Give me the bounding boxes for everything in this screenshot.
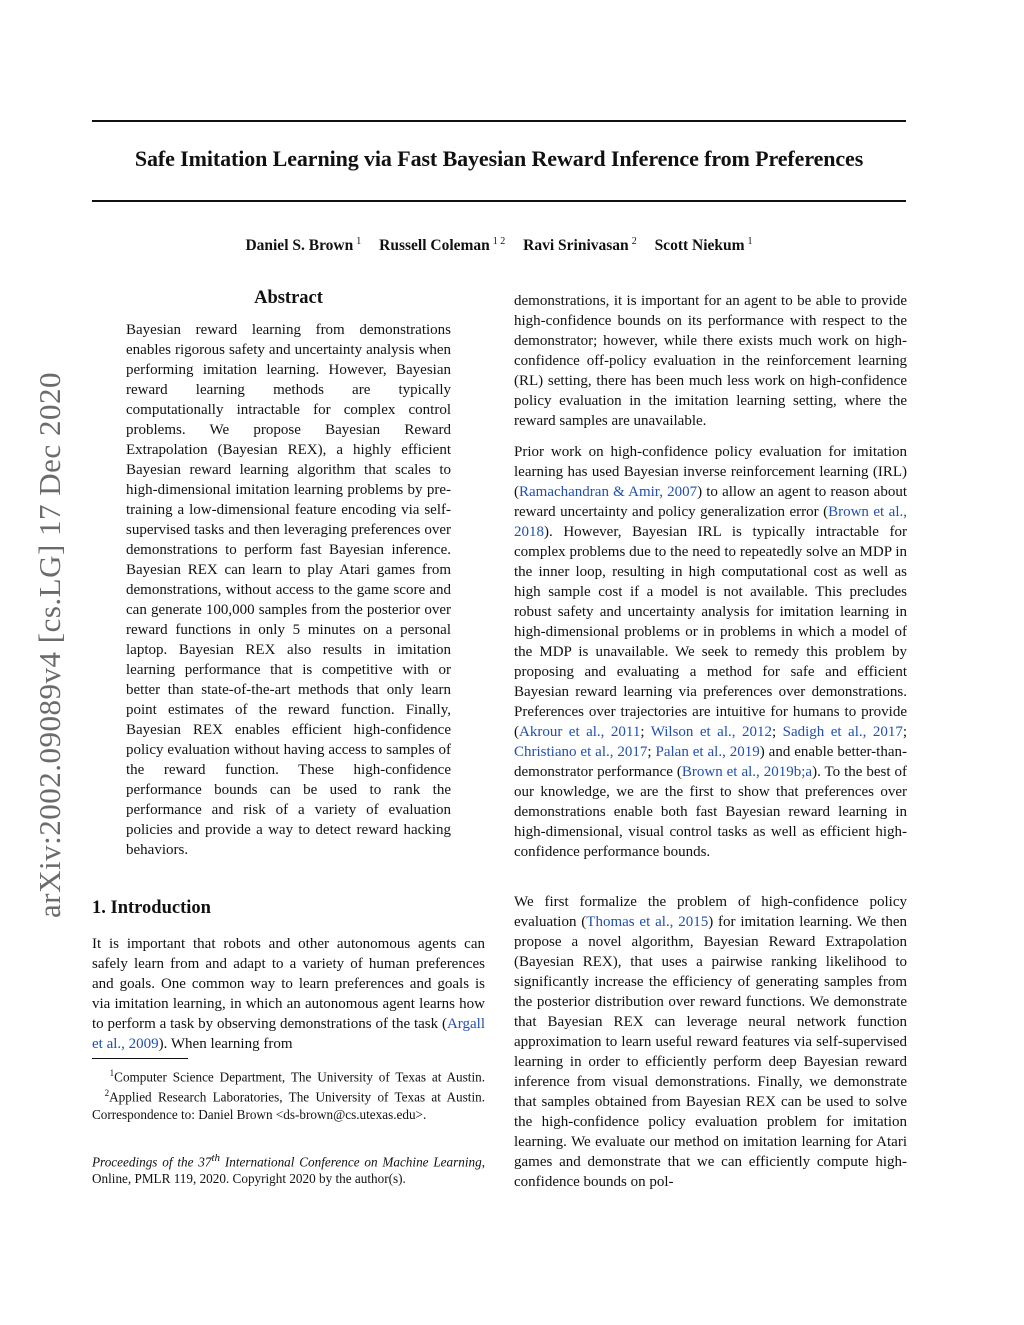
- title-rule-bottom: [92, 200, 906, 202]
- abstract-text: Bayesian reward learning from demonstrations enables rigorous safety and uncertainty analysis when performing imitation learning. However, Bayesian reward learning methods are typically computationally intractable for complex control problems. We propose Bayesian Reward Extrapolation (Bayesian REX), a highly efficient Bayesian reward learning algorithm that scales to high-dimensional imitation learning problems by pre-training a low-dimensional feature encoding via self-supervised tasks and then leveraging preferences over demonstrations to perform fast Bayesian inference. Bayesian REX can learn to play Atari games from demonstrations, without access to the game score and can generate 100,000 samples from the posterior over reward functions in only 5 minutes on a personal laptop. Bayesian REX also results in imitation learning performance that is competitive with or better than state-of-the-art methods that only learn point estimates of the reward function. Finally, Bayesian REX enables efficient high-confidence policy evaluation without having access to samples of the reward function. These high-confidence performance bounds can be used to rank the performance and risk of a variety of evaluation policies and provide a way to detect reward hacking behaviors.: [126, 322, 451, 858]
- citation-brown-2018[interactable]: Brown et al., 2018: [514, 504, 907, 540]
- author-coleman: Russell Coleman $^{1 2}$: [379, 236, 506, 255]
- citation-brown-2019[interactable]: Brown et al., 2019b;a: [681, 764, 813, 780]
- citation-palan[interactable]: Palan et al., 2019: [655, 744, 760, 760]
- citation-argall[interactable]: Argall et al., 2009: [92, 1016, 485, 1052]
- author-list: [92, 236, 906, 255]
- citation-thomas[interactable]: Thomas et al., 2015: [586, 914, 709, 930]
- proceedings-note: Proceedings of the 37th International Conference on Machine Learning, Online, PMLR 119, 2020. Copyright 2020 by the author(s).: [92, 1152, 485, 1187]
- title-rule-top: [92, 120, 906, 122]
- citation-wilson[interactable]: Wilson et al., 2012: [650, 724, 772, 740]
- citation-sadigh[interactable]: Sadigh et al., 2017: [782, 724, 903, 740]
- introduction-paragraph: It is important that robots and other autonomous agents can safely learn from and adapt to a variety of human preferences and goals. One common way to learn preferences and goals is via imitation learning, in which an autonomous agent learns how to perform a task by observing demonstrations of the task (Argall et al., 2009). When learning from: [92, 936, 485, 1052]
- abstract-heading: Abstract: [254, 288, 323, 308]
- footnote-rule: [92, 1058, 188, 1059]
- author-niekum: Scott Niekum $^1$: [654, 236, 753, 255]
- author-brown: Daniel S. Brown $^1$: [245, 236, 362, 255]
- arxiv-identifier: arXiv:2002.09089v4 [cs.LG] 17 Dec 2020: [32, 372, 67, 918]
- right-paragraph-2: Prior work on high-confidence policy evaluation for imitation learning has used Bayesian inverse reinforcement learning (IRL) (Ramachandran & Amir, 2007) to allow an agent to reason about reward uncertainty and policy generalization error (Brown et al., 2018). However, Bayesian IRL is typically intractable for complex problems due to the need to repeatedly solve an MDP in the inner loop, resulting in high computational cost as well as high sample cost if a model is not available. This precludes robust safety and uncertainty analysis for imitation learning in high-dimensional problems or in problems in which a model of the MDP is unavailable. We seek to remedy this problem by proposing and evaluating a method for safe and efficient Bayesian reward learning via preferences over demonstrations. Preferences over trajectories are intuitive for humans to provide (Akrour et al., 2011; Wilson et al., 2012; Sadigh et al., 2017; Christiano et al., 2017; Palan et al., 2019) and enable better-than-demonstrator performance (Brown et al., 2019b;a). To the best of our knowledge, we are the first to show that preferences over demonstrations enable both fast Bayesian reward learning in high-dimensional, visual control tasks as well as efficient high-confidence performance bounds.: [514, 444, 908, 860]
- right-paragraph-1: demonstrations, it is important for an agent to be able to provide high-confidence bounds on its performance with respect to the demonstrator; however, while there exists much work on high-confidence off-policy evaluation in the reinforcement learning (RL) setting, there has been much less work on high-confidence policy evaluation in the imitation learning setting, where the reward samples are unavailable.: [514, 293, 907, 429]
- citation-christiano[interactable]: Christiano et al., 2017: [514, 744, 648, 760]
- right-paragraph-3: We first formalize the problem of high-confidence policy evaluation (Thomas et al., 2015) for imitation learning. We then propose a novel algorithm, Bayesian Reward Extrapolation (Bayesian REX), that uses a pairwise ranking likelihood to significantly increase the efficiency of generating samples from the posterior distribution over reward functions. We demonstrate that Bayesian REX can leverage neural network function approximation to learn useful reward features via self-supervised learning in order to efficiently perform deep Bayesian reward inference from visual demonstrations. Finally, we demonstrate that samples obtained from Bayesian REX can be used to solve the high-confidence policy evaluation problem for imitation learning. We evaluate our method on imitation learning for Atari games and demonstrate that we can efficiently compute high-confidence bounds on pol-: [514, 894, 907, 1190]
- affiliation-footnote: $^1$Computer Science Department, The University of Texas at Austin. $^2$Applied Research Laboratories, The University of Texas at Austin. Correspondence to: Daniel Brown <ds-brown@cs.utexas.edu>.: [92, 1068, 486, 1122]
- introduction-heading: 1. Introduction: [92, 898, 211, 918]
- citation-ramachandran[interactable]: Ramachandran & Amir, 2007: [519, 484, 698, 500]
- paper-title: Safe Imitation Learning via Fast Bayesian Reward Inference from Preferences: [134, 146, 864, 171]
- author-srinivasan: Ravi Srinivasan $^2$: [523, 236, 637, 255]
- arxiv-sidebar: [20, 350, 80, 940]
- citation-akrour[interactable]: Akrour et al., 2011: [519, 724, 641, 740]
